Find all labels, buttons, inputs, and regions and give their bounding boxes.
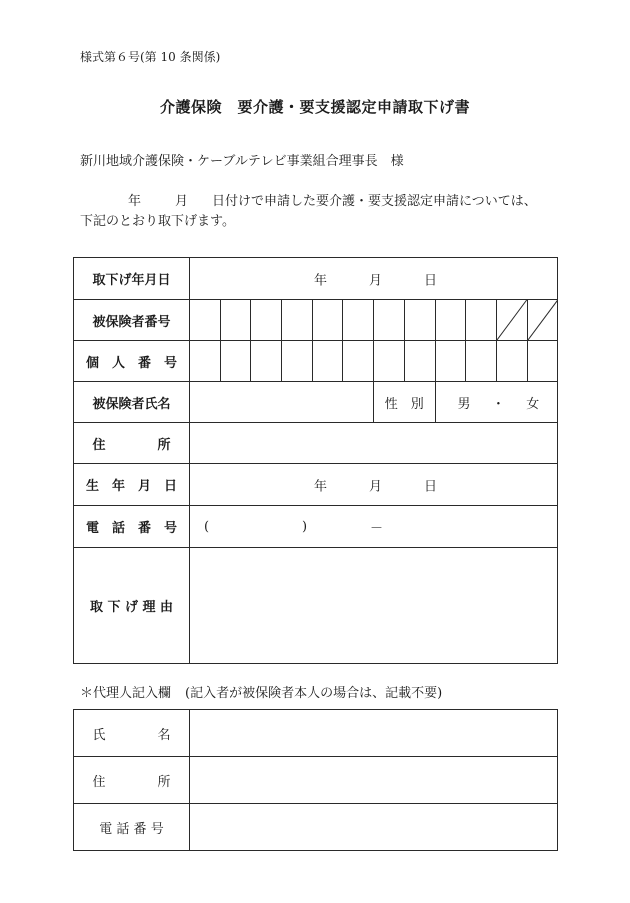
gender-male[interactable]: 男 [457, 396, 471, 412]
proxy-phone-field[interactable] [190, 804, 558, 851]
label-insured-number: 被保険者番号 [74, 300, 190, 341]
insured-number-crossed-cell [496, 300, 527, 341]
insured-number-crossed-cell [527, 300, 558, 341]
proxy-name-field[interactable] [190, 710, 558, 757]
phone-dash: － [370, 521, 384, 536]
birth-date-field[interactable] [190, 464, 558, 506]
personal-number-digit-cell[interactable] [190, 341, 221, 382]
body-text-line1: 日付けで申請した要介護・要支援認定申請については、 [212, 194, 537, 209]
label-proxy-phone: 電 話 番 号 [74, 804, 190, 851]
row-birth-date [74, 464, 558, 506]
personal-number-digit-cell[interactable] [496, 341, 527, 382]
diagonal-slash [528, 300, 558, 340]
personal-number-digit-cell[interactable] [251, 341, 282, 382]
insured-number-digit-cell[interactable] [435, 300, 466, 341]
proxy-heading-title: ＊代理人記入欄 [80, 686, 172, 701]
label-insured-name: 被保険者氏名 [74, 382, 190, 423]
proxy-address-field[interactable] [190, 757, 558, 804]
label-address: 住 所 [74, 423, 190, 464]
withdrawal-year-char: 年 [314, 273, 328, 288]
insured-name-field[interactable] [190, 382, 374, 423]
row-withdrawal-date [74, 258, 558, 300]
diagonal-slash [497, 300, 527, 340]
phone-open-paren: ( [204, 519, 210, 534]
row-address [74, 423, 558, 464]
personal-number-digit-cell[interactable] [220, 341, 251, 382]
row-proxy-phone [74, 804, 558, 851]
personal-number-digit-cell[interactable] [343, 341, 374, 382]
row-reason [74, 548, 558, 664]
personal-number-digit-cell[interactable] [404, 341, 435, 382]
addressee: 新川地域介護保険・ケーブルテレビ事業組合理事長 様 [80, 154, 404, 169]
withdrawal-month-char: 月 [369, 273, 383, 288]
label-proxy-name: 氏 名 [74, 710, 190, 757]
body-text-line2: 下記のとおり取下げます。 [80, 214, 235, 229]
body-year-char: 年 [128, 194, 142, 209]
personal-number-digit-cell[interactable] [527, 341, 558, 382]
phone-close-paren: ) [302, 519, 308, 534]
form-number: 様式第６号(第 10 条関係) [80, 50, 221, 64]
reason-field[interactable] [190, 548, 558, 664]
row-insured-name [74, 382, 558, 423]
insured-number-digit-cell[interactable] [251, 300, 282, 341]
personal-number-digit-cell[interactable] [466, 341, 497, 382]
insured-number-digit-cell[interactable] [466, 300, 497, 341]
phone-field[interactable] [190, 506, 558, 548]
row-insured-number [74, 300, 558, 341]
personal-number-digit-cell[interactable] [312, 341, 343, 382]
insured-number-digit-cell[interactable] [343, 300, 374, 341]
address-field[interactable] [190, 423, 558, 464]
label-proxy-address: 住 所 [74, 757, 190, 804]
insured-number-digit-cell[interactable] [374, 300, 405, 341]
gender-separator: ・ [491, 396, 505, 412]
label-reason: 取 下 げ 理 由 [74, 548, 190, 664]
personal-number-digit-cell[interactable] [435, 341, 466, 382]
gender-female[interactable]: 女 [526, 396, 540, 412]
application-form-table [73, 257, 558, 664]
personal-number-digit-cell[interactable] [282, 341, 313, 382]
proxy-heading-note: (記入者が被保険者本人の場合は、記載不要) [185, 686, 443, 701]
birth-year-char: 年 [314, 479, 328, 494]
row-personal-number [74, 341, 558, 382]
row-proxy-name [74, 710, 558, 757]
label-personal-number: 個 人 番 号 [74, 341, 190, 382]
label-withdrawal-date: 取下げ年月日 [74, 258, 190, 300]
insured-number-digit-cell[interactable] [404, 300, 435, 341]
insured-number-digit-cell[interactable] [190, 300, 221, 341]
label-phone: 電 話 番 号 [74, 506, 190, 548]
proxy-section-heading [80, 682, 442, 701]
label-gender: 性 別 [374, 382, 435, 423]
insured-number-digit-cell[interactable] [282, 300, 313, 341]
proxy-table [73, 709, 558, 851]
body-month-char: 月 [175, 194, 189, 209]
row-proxy-address [74, 757, 558, 804]
birth-day-char: 日 [424, 479, 438, 494]
label-birth-date: 生 年 月 日 [74, 464, 190, 506]
withdrawal-date-field[interactable] [190, 258, 558, 300]
birth-month-char: 月 [369, 479, 383, 494]
gender-options[interactable] [435, 382, 558, 423]
personal-number-digit-cell[interactable] [374, 341, 405, 382]
insured-number-digit-cell[interactable] [220, 300, 251, 341]
row-phone [74, 506, 558, 548]
document-title: 介護保険 要介護・要支援認定申請取下げ書 [159, 98, 470, 116]
withdrawal-day-char: 日 [424, 273, 438, 288]
insured-number-digit-cell[interactable] [312, 300, 343, 341]
